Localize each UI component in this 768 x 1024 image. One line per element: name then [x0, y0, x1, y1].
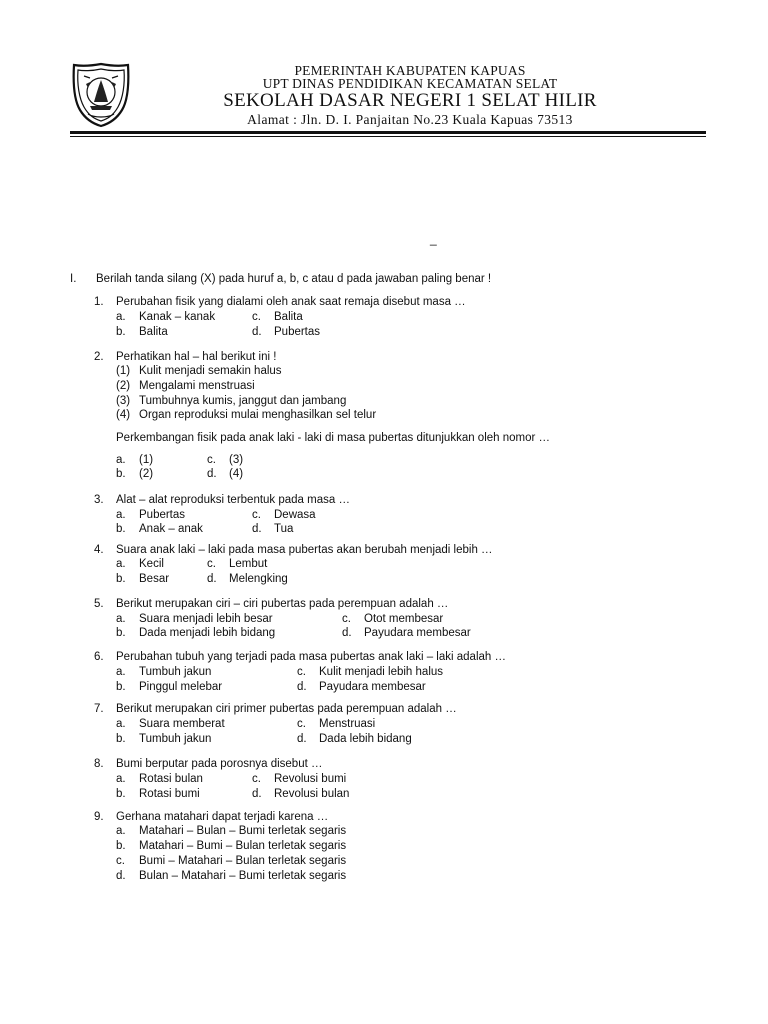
option-text: Bumi – Matahari – Bulan terletak segaris	[139, 855, 347, 867]
option-letter: d.	[342, 627, 352, 639]
statement-text: Organ reproduksi mulai menghasilkan sel telur	[139, 409, 377, 421]
option-text: Menstruasi	[319, 718, 376, 730]
option-letter: a.	[116, 613, 126, 625]
question-text: Bumi berputar pada porosnya disebut …	[116, 758, 323, 770]
option-text: Tumbuh jakun	[139, 666, 212, 678]
option-letter: d.	[116, 870, 126, 882]
option-letter: c.	[252, 311, 261, 323]
option-letter: c.	[252, 509, 261, 521]
option-text: Payudara membesar	[319, 681, 426, 693]
option-text: Tumbuh jakun	[139, 733, 212, 745]
option-letter: a.	[116, 773, 126, 785]
option-text: Rotasi bulan	[139, 773, 203, 785]
statement-number: (2)	[116, 380, 131, 392]
option-text: Tua	[274, 523, 294, 535]
option-text: Kulit menjadi lebih halus	[319, 666, 444, 678]
option-text: Lembut	[229, 558, 268, 570]
statement-text: Mengalami menstruasi	[139, 380, 255, 392]
question-followup: Perkembangan fisik pada anak laki - laki di masa pubertas ditunjukkan oleh nomor …	[116, 432, 551, 444]
option-letter: d.	[252, 788, 262, 800]
option-text: Dewasa	[274, 509, 316, 521]
question-text: Alat – alat reproduksi terbentuk pada masa …	[116, 494, 350, 506]
option-text: Matahari – Bumi – Bulan terletak segaris	[139, 840, 347, 852]
header-rule-thick	[70, 131, 706, 134]
option-letter: d.	[207, 573, 217, 585]
option-letter: b.	[116, 681, 126, 693]
option-letter: b.	[116, 840, 126, 852]
option-text: Suara memberat	[139, 718, 225, 730]
question-number: 2.	[94, 351, 104, 363]
question-text: Berikut merupakan ciri – ciri pubertas pada perempuan adalah …	[116, 598, 449, 610]
option-text: Pinggul melebar	[139, 681, 223, 693]
blank-mark: _	[430, 232, 437, 246]
option-text: (3)	[229, 454, 244, 466]
option-letter: b.	[116, 788, 126, 800]
option-text: Suara menjadi lebih besar	[139, 613, 273, 625]
option-letter: a.	[116, 509, 126, 521]
option-letter: a.	[116, 558, 126, 570]
option-text: Kecil	[139, 558, 164, 570]
question-number: 8.	[94, 758, 104, 770]
option-letter: d.	[297, 733, 307, 745]
question-text: Berikut merupakan ciri primer pubertas pada perempuan adalah …	[116, 703, 457, 715]
option-letter: a.	[116, 718, 126, 730]
option-text: Anak – anak	[139, 523, 203, 535]
option-text: Dada lebih bidang	[319, 733, 412, 745]
option-text: Dada menjadi lebih bidang	[139, 627, 276, 639]
option-text: (4)	[229, 468, 244, 480]
question-text: Gerhana matahari dapat terjadi karena …	[116, 811, 329, 823]
statement-number: (1)	[116, 365, 131, 377]
option-letter: c.	[297, 718, 306, 730]
option-letter: c.	[297, 666, 306, 678]
option-text: Revolusi bumi	[274, 773, 347, 785]
statement-number: (3)	[116, 395, 131, 407]
option-letter: a.	[116, 454, 126, 466]
option-letter: d.	[252, 523, 262, 535]
question-number: 6.	[94, 651, 104, 663]
option-letter: b.	[116, 627, 126, 639]
option-letter: c.	[116, 855, 125, 867]
option-letter: b.	[116, 468, 126, 480]
header-rule-thin	[70, 136, 706, 137]
option-text: (2)	[139, 468, 154, 480]
option-letter: b.	[116, 573, 126, 585]
option-text: (1)	[139, 454, 154, 466]
option-letter: b.	[116, 733, 126, 745]
option-letter: d.	[207, 468, 217, 480]
option-text: Bulan – Matahari – Bumi terletak segaris	[139, 870, 347, 882]
statement-number: (4)	[116, 409, 131, 421]
question-number: 5.	[94, 598, 104, 610]
option-text: Balita	[139, 326, 168, 338]
school-name: SEKOLAH DASAR NEGERI 1 SELAT HILIR	[223, 90, 597, 111]
school-address: Alamat : Jln. D. I. Panjaitan No.23 Kuala Kapuas 73513	[247, 112, 573, 127]
option-text: Matahari – Bulan – Bumi terletak segaris	[139, 825, 347, 837]
option-text: Pubertas	[139, 509, 186, 521]
statement-text: Kulit menjadi semakin halus	[139, 365, 282, 377]
option-text: Kanak – kanak	[139, 311, 216, 323]
option-letter: b.	[116, 523, 126, 535]
option-text: Besar	[139, 573, 170, 585]
regency-emblem-icon	[70, 62, 132, 128]
government-name: PEMERINTAH KABUPATEN KAPUAS	[294, 63, 526, 78]
option-text: Otot membesar	[364, 613, 444, 625]
question-number: 4.	[94, 544, 104, 556]
department-name: UPT DINAS PENDIDIKAN KECAMATAN SELAT	[262, 76, 558, 91]
question-text: Perubahan fisik yang dialami oleh anak saat remaja disebut masa …	[116, 296, 466, 308]
question-number: 1.	[94, 296, 104, 308]
option-letter: a.	[116, 311, 126, 323]
statement-text: Tumbuhnya kumis, janggut dan jambang	[139, 395, 347, 407]
question-number: 9.	[94, 811, 104, 823]
option-letter: a.	[116, 825, 126, 837]
option-letter: d.	[297, 681, 307, 693]
option-letter: c.	[342, 613, 351, 625]
option-letter: c.	[207, 454, 216, 466]
letterhead-text	[140, 64, 680, 127]
option-letter: d.	[252, 326, 262, 338]
question-text: Perhatikan hal – hal berikut ini !	[116, 351, 277, 363]
option-text: Rotasi bumi	[139, 788, 200, 800]
option-text: Balita	[274, 311, 303, 323]
question-text: Suara anak laki – laki pada masa pubertas akan berubah menjadi lebih …	[116, 544, 493, 556]
option-text: Revolusi bulan	[274, 788, 350, 800]
option-text: Pubertas	[274, 326, 321, 338]
option-letter: b.	[116, 326, 126, 338]
question-number: 7.	[94, 703, 104, 715]
option-letter: c.	[252, 773, 261, 785]
option-letter: a.	[116, 666, 126, 678]
option-text: Melengking	[229, 573, 288, 585]
letterhead	[0, 0, 768, 140]
question-text: Perubahan tubuh yang terjadi pada masa pubertas anak laki – laki adalah …	[116, 651, 506, 663]
section-number: I.	[70, 273, 77, 285]
option-letter: c.	[207, 558, 216, 570]
option-text: Payudara membesar	[364, 627, 471, 639]
question-number: 3.	[94, 494, 104, 506]
section-instruction: Berilah tanda silang (X) pada huruf a, b, c atau d pada jawaban paling benar !	[96, 273, 492, 285]
